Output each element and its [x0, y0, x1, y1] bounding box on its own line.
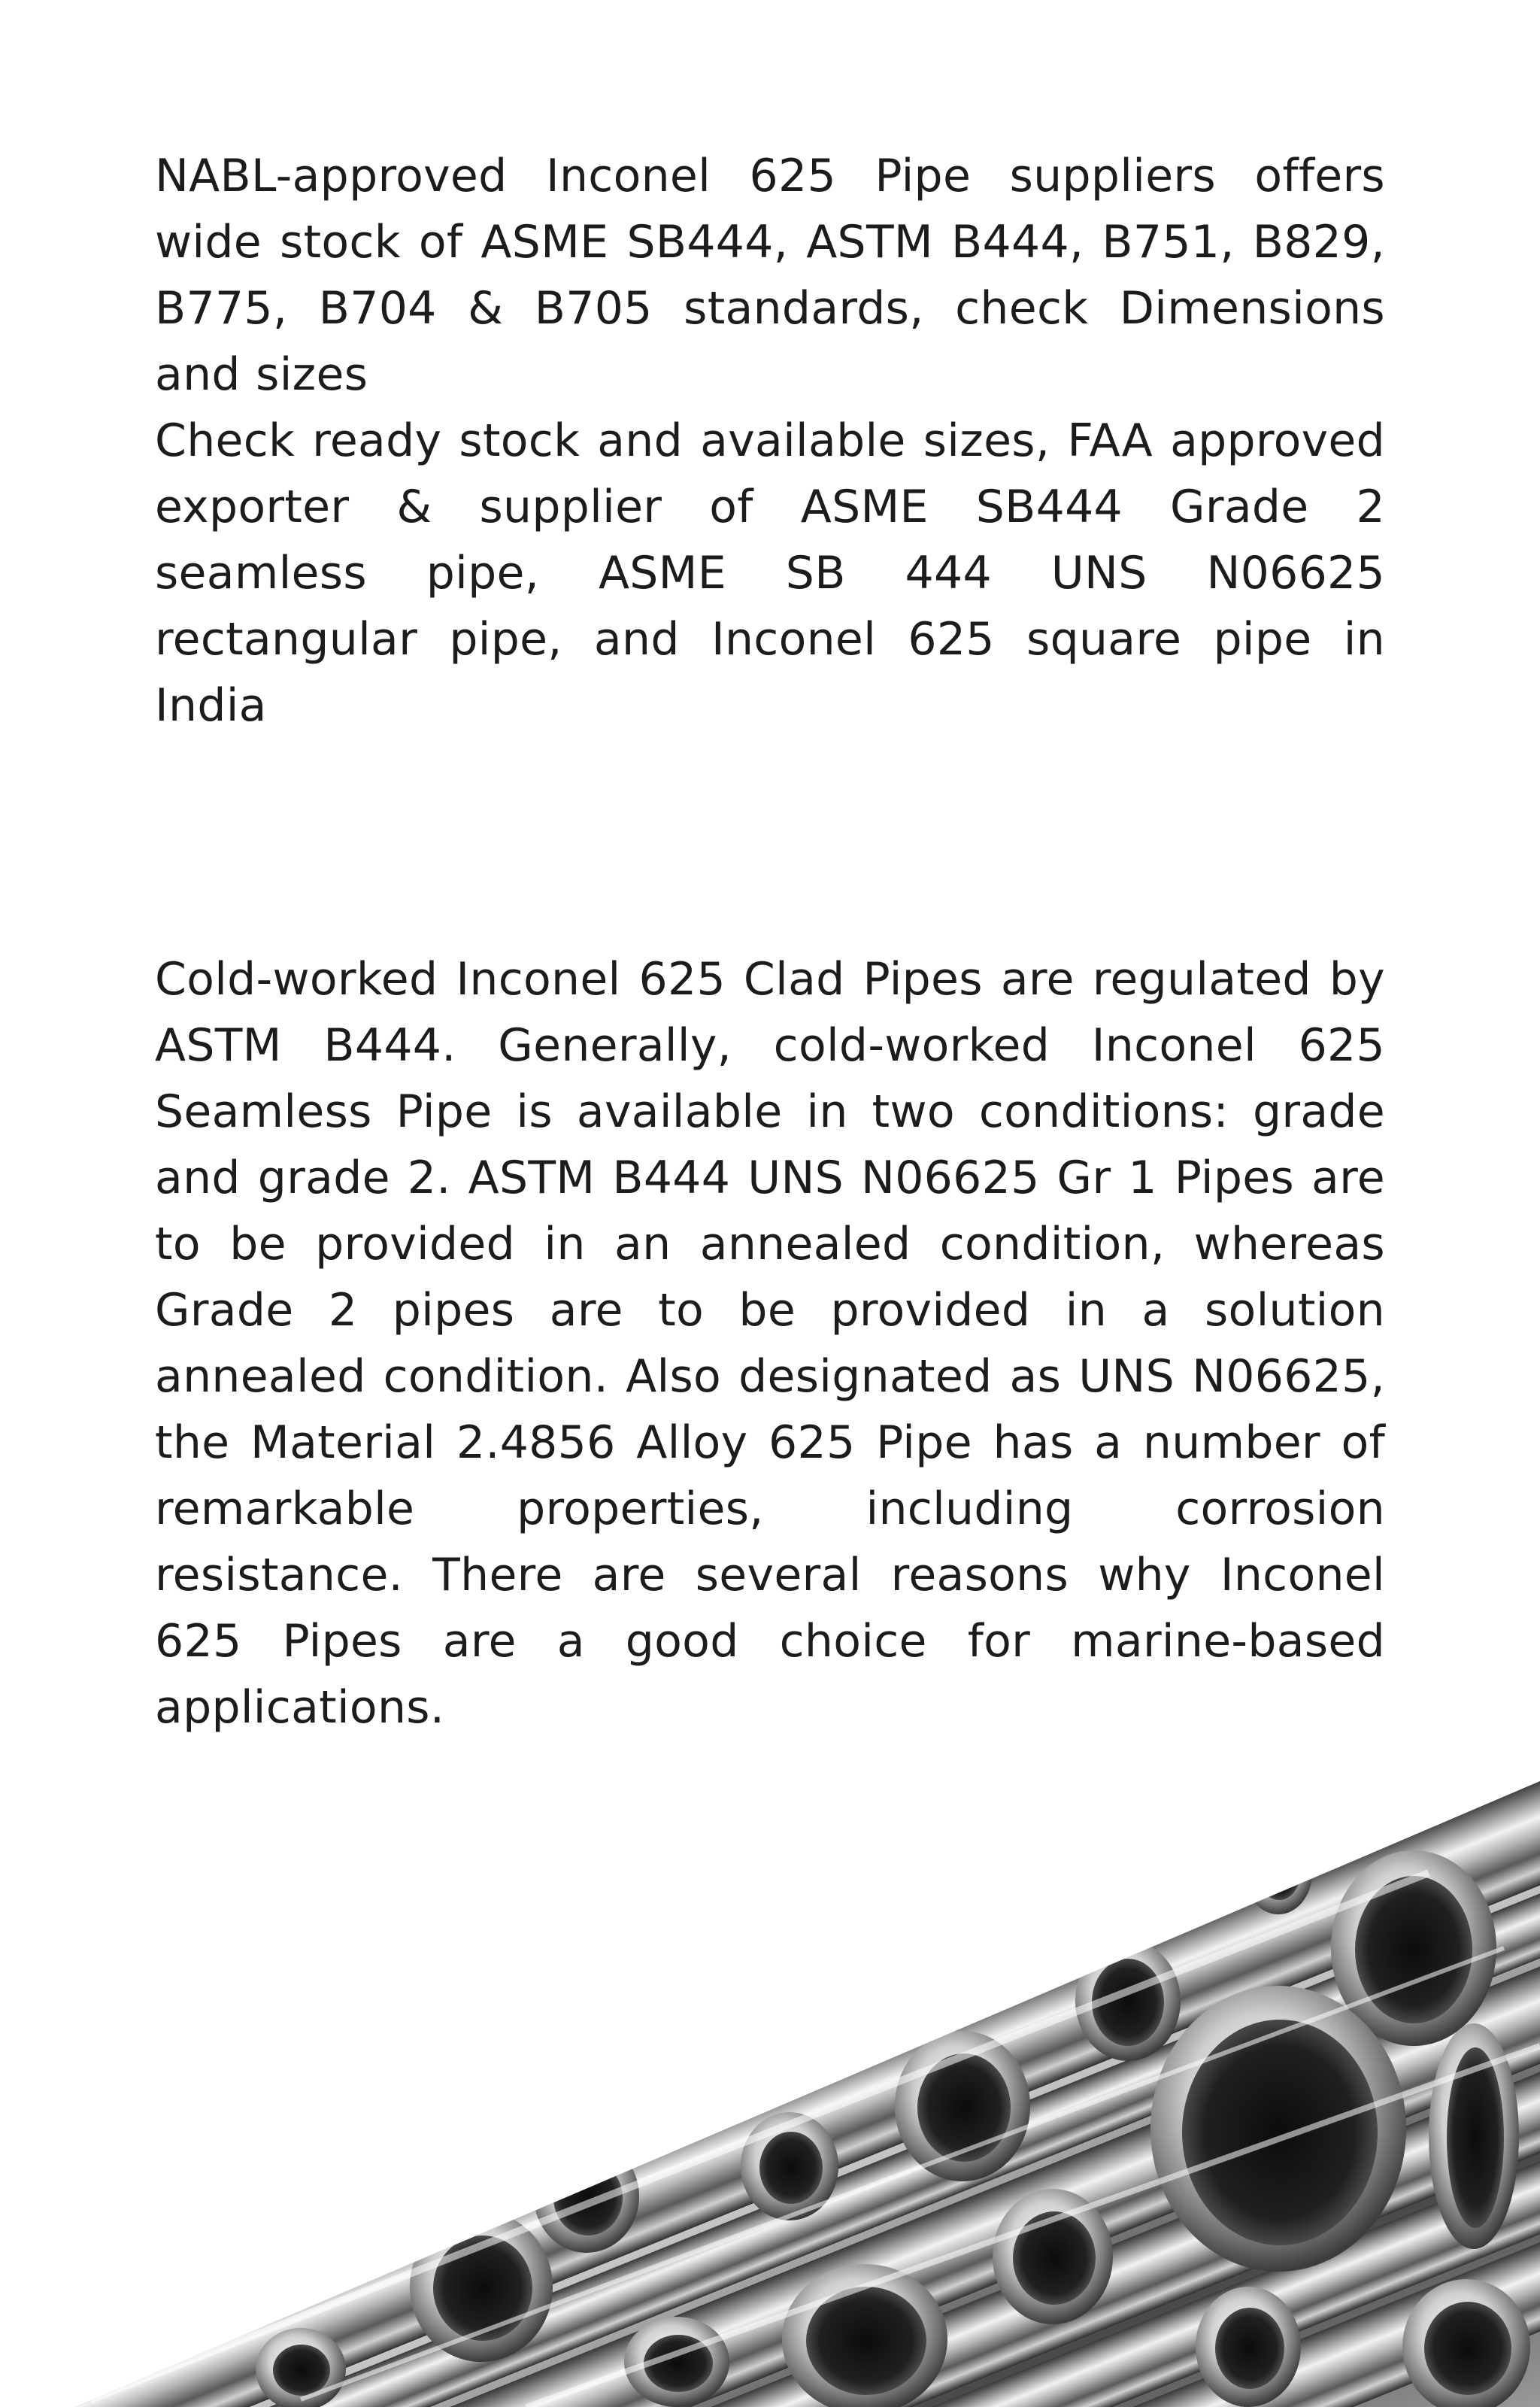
- description-paragraph: Cold-worked Inconel 625 Clad Pipes are regulated by ASTM B444. Generally, cold-worked Inconel 625 Seamless Pipe is available in two conditions: grade and grade 2. ASTM B444 UNS N06625 Gr 1 Pipes are to be provided in an annealed condition, whereas Grade 2 pipes are to be provided in a solution annealed condition. Also designated as UNS N06625, the Material 2.4856 Alloy 625 Pipe has a number of remarkable properties, including corrosion resistance. There are several reasons why Inconel 625 Pipes are a good choice for marine-based applications.: [155, 953, 1385, 1734]
- intro-paragraph-standards: NABL-approved Inconel 625 Pipe suppliers offers wide stock of ASME SB444, ASTM B444, B751, B829, B775, B704 & B705 standards, check Dimensions and sizes: [155, 150, 1385, 401]
- intro-section: [155, 143, 1385, 739]
- description-section: [155, 946, 1385, 1741]
- steel-pipes-image: [0, 1775, 1540, 2407]
- intro-paragraph-stock: Check ready stock and available sizes, FAA approved exporter & supplier of ASME SB444 Grade 2 seamless pipe, ASME SB 444 UNS N06625 rectangular pipe, and Inconel 625 square pipe in India: [155, 414, 1385, 732]
